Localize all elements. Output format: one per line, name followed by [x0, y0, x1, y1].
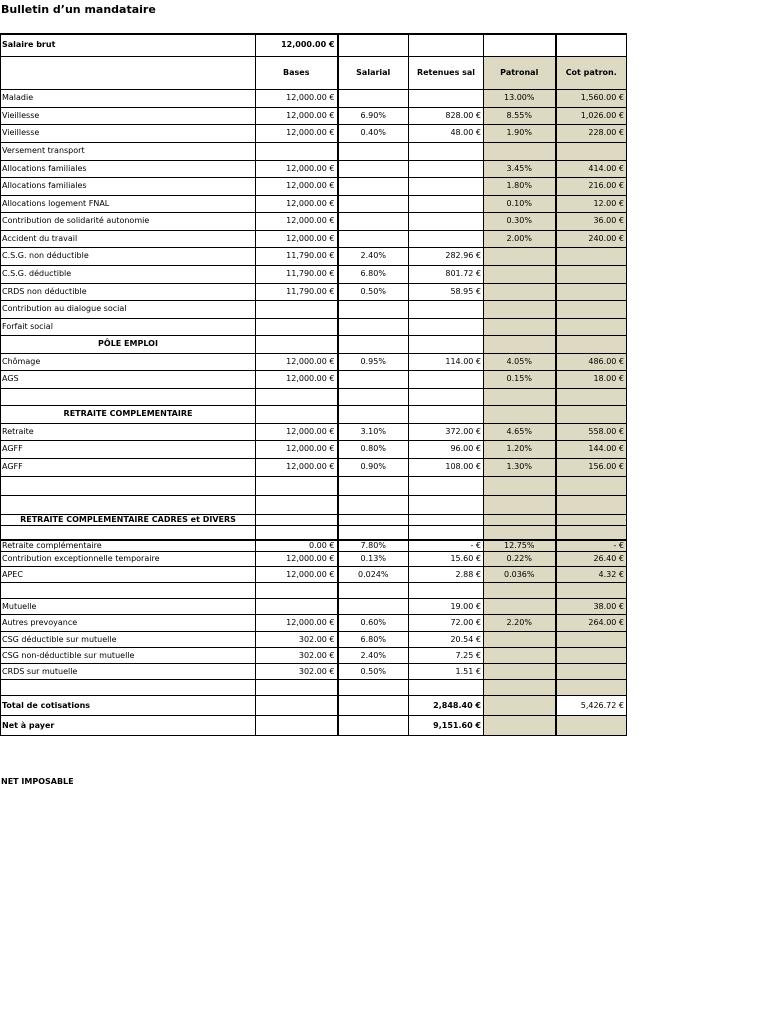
employer-contribution — [556, 300, 627, 318]
section-header-row — [1, 514, 627, 525]
column-header: Patronal — [484, 56, 556, 89]
contribution-label: Vieillesse — [1, 124, 256, 142]
empty-cell — [409, 514, 484, 525]
empty-cell — [338, 716, 409, 736]
column-header: Salarial — [338, 56, 409, 89]
employee-rate: 2.40% — [338, 648, 409, 664]
employee-deduction: 2.88 € — [409, 567, 484, 583]
employer-contribution: 36.00 € — [556, 212, 627, 230]
contribution-base: 12,000.00 € — [256, 107, 338, 124]
employee-rate: 0.80% — [338, 440, 409, 458]
contribution-label: Allocations logement FNAL — [1, 195, 256, 212]
employer-contribution: 414.00 € — [556, 160, 627, 177]
empty-cell — [556, 525, 627, 540]
empty-cell — [556, 476, 627, 495]
contribution-base — [256, 318, 338, 335]
employee-rate: 6.80% — [338, 265, 409, 283]
blank-row — [1, 495, 627, 514]
contribution-label: Accident du travail — [1, 230, 256, 247]
section-header-row — [1, 405, 627, 423]
net-imposable-label: NET IMPOSABLE — [1, 777, 74, 786]
total-employee-deductions: 2,848.40 € — [409, 696, 484, 716]
employer-rate: 0.036% — [484, 567, 556, 583]
contribution-row — [1, 195, 627, 212]
employer-contribution: - € — [556, 540, 627, 552]
employee-deduction: 372.00 € — [409, 423, 484, 440]
empty-cell — [409, 335, 484, 353]
employer-contribution — [556, 664, 627, 680]
empty-cell — [409, 525, 484, 540]
contribution-base: 12,000.00 € — [256, 89, 338, 107]
employer-contribution: 558.00 € — [556, 423, 627, 440]
empty-cell — [256, 525, 338, 540]
employee-rate: 0.40% — [338, 124, 409, 142]
contribution-base: 12,000.00 € — [256, 615, 338, 632]
contribution-label: CRDS non déductible — [1, 283, 256, 300]
contribution-row — [1, 300, 627, 318]
contribution-base: 12,000.00 € — [256, 212, 338, 230]
contribution-row — [1, 664, 627, 680]
contribution-label: AGFF — [1, 458, 256, 476]
totals-label: Total de cotisations — [1, 696, 256, 716]
employee-rate — [338, 599, 409, 615]
empty-cell — [409, 388, 484, 405]
contribution-row — [1, 599, 627, 615]
contribution-base — [256, 599, 338, 615]
gross-salary-value: 12,000.00 € — [256, 34, 338, 56]
empty-cell — [338, 476, 409, 495]
contribution-label: CRDS sur mutuelle — [1, 664, 256, 680]
employer-rate: 3.45% — [484, 160, 556, 177]
column-header-row — [1, 56, 627, 89]
contribution-row — [1, 107, 627, 124]
net-pay-label: Net à payer — [1, 716, 256, 736]
contribution-row — [1, 567, 627, 583]
totals-row — [1, 696, 627, 716]
employee-deduction — [409, 195, 484, 212]
empty-cell — [556, 514, 627, 525]
employer-rate — [484, 648, 556, 664]
contribution-row — [1, 318, 627, 335]
gross-salary-row — [1, 34, 627, 56]
employee-deduction: - € — [409, 540, 484, 552]
contribution-base: 11,790.00 € — [256, 283, 338, 300]
employee-deduction: 828.00 € — [409, 107, 484, 124]
empty-cell — [484, 34, 556, 56]
employee-deduction — [409, 89, 484, 107]
employer-rate: 8.55% — [484, 107, 556, 124]
empty-cell — [409, 583, 484, 599]
contribution-base: 12,000.00 € — [256, 353, 338, 370]
contribution-row — [1, 423, 627, 440]
empty-cell — [1, 680, 256, 696]
employer-contribution: 18.00 € — [556, 370, 627, 388]
empty-cell — [256, 495, 338, 514]
employer-contribution — [556, 318, 627, 335]
employee-deduction — [409, 370, 484, 388]
contribution-label: Chômage — [1, 353, 256, 370]
contribution-label: Allocations familiales — [1, 177, 256, 195]
employer-contribution: 156.00 € — [556, 458, 627, 476]
column-header: Cot patron. — [556, 56, 627, 89]
contribution-row — [1, 440, 627, 458]
empty-cell — [484, 514, 556, 525]
employee-rate — [338, 370, 409, 388]
section-header-row — [1, 335, 627, 353]
contribution-row — [1, 212, 627, 230]
contribution-row — [1, 540, 627, 552]
empty-cell — [1, 495, 256, 514]
contribution-row — [1, 615, 627, 632]
employee-deduction — [409, 142, 484, 160]
contribution-label: Mutuelle — [1, 599, 256, 615]
empty-cell — [556, 495, 627, 514]
contribution-row — [1, 458, 627, 476]
empty-cell — [484, 495, 556, 514]
contribution-label: C.S.G. déductible — [1, 265, 256, 283]
empty-cell — [556, 716, 627, 736]
employer-rate — [484, 300, 556, 318]
employer-rate: 1.80% — [484, 177, 556, 195]
employer-rate — [484, 632, 556, 648]
employer-rate: 0.22% — [484, 552, 556, 567]
employer-contribution: 1,560.00 € — [556, 89, 627, 107]
page-title: Bulletin d’un mandataire — [1, 3, 156, 16]
empty-cell — [1, 525, 256, 540]
employer-rate: 4.05% — [484, 353, 556, 370]
employee-rate — [338, 177, 409, 195]
empty-cell — [1, 388, 256, 405]
employer-rate: 0.30% — [484, 212, 556, 230]
employee-deduction: 1.51 € — [409, 664, 484, 680]
contribution-label: Contribution exceptionnelle temporaire — [1, 552, 256, 567]
employee-deduction — [409, 212, 484, 230]
section-title: RETRAITE COMPLEMENTAIRE CADRES et DIVERS — [1, 514, 256, 525]
empty-cell — [409, 34, 484, 56]
empty-cell — [409, 495, 484, 514]
contribution-row — [1, 283, 627, 300]
employer-rate: 1.20% — [484, 440, 556, 458]
employee-rate: 7.80% — [338, 540, 409, 552]
contribution-label: C.S.G. non déductible — [1, 247, 256, 265]
contribution-label: CSG non-déductible sur mutuelle — [1, 648, 256, 664]
employer-contribution: 4.32 € — [556, 567, 627, 583]
empty-cell — [1, 583, 256, 599]
employee-deduction: 72.00 € — [409, 615, 484, 632]
employer-contribution: 26.40 € — [556, 552, 627, 567]
employee-deduction — [409, 318, 484, 335]
contribution-label: AGFF — [1, 440, 256, 458]
empty-cell — [256, 583, 338, 599]
employee-rate: 0.50% — [338, 664, 409, 680]
total-employer-contributions: 5,426.72 € — [556, 696, 627, 716]
empty-cell — [556, 680, 627, 696]
blank-row — [1, 388, 627, 405]
empty-cell — [256, 388, 338, 405]
contribution-label: Versement transport — [1, 142, 256, 160]
empty-cell — [338, 680, 409, 696]
contribution-base: 11,790.00 € — [256, 265, 338, 283]
empty-cell — [338, 583, 409, 599]
employee-rate: 2.40% — [338, 247, 409, 265]
contribution-row — [1, 370, 627, 388]
empty-cell — [484, 696, 556, 716]
employee-rate: 0.60% — [338, 615, 409, 632]
empty-cell — [1, 476, 256, 495]
empty-cell — [338, 525, 409, 540]
employer-rate — [484, 318, 556, 335]
employee-rate — [338, 318, 409, 335]
contribution-base — [256, 300, 338, 318]
employer-contribution — [556, 648, 627, 664]
employee-deduction: 282.96 € — [409, 247, 484, 265]
contribution-row — [1, 124, 627, 142]
empty-cell — [256, 696, 338, 716]
employee-deduction — [409, 230, 484, 247]
employee-deduction: 7.25 € — [409, 648, 484, 664]
contribution-row — [1, 552, 627, 567]
employee-rate — [338, 89, 409, 107]
employer-rate — [484, 142, 556, 160]
contribution-label: Allocations familiales — [1, 160, 256, 177]
empty-cell — [409, 476, 484, 495]
contribution-row — [1, 142, 627, 160]
contribution-base: 12,000.00 € — [256, 124, 338, 142]
employee-rate — [338, 212, 409, 230]
employee-deduction: 48.00 € — [409, 124, 484, 142]
employee-deduction — [409, 160, 484, 177]
contribution-base: 302.00 € — [256, 648, 338, 664]
employee-rate: 6.80% — [338, 632, 409, 648]
employer-contribution — [556, 247, 627, 265]
contribution-base: 12,000.00 € — [256, 440, 338, 458]
employee-deduction: 58.95 € — [409, 283, 484, 300]
contribution-base: 12,000.00 € — [256, 177, 338, 195]
empty-cell — [484, 335, 556, 353]
contribution-label: CSG déductible sur mutuelle — [1, 632, 256, 648]
employer-contribution: 38.00 € — [556, 599, 627, 615]
employee-deduction — [409, 300, 484, 318]
employer-rate — [484, 247, 556, 265]
employer-rate: 13.00% — [484, 89, 556, 107]
column-header: Retenues sal — [409, 56, 484, 89]
empty-cell — [256, 335, 338, 353]
empty-cell — [409, 405, 484, 423]
employer-rate — [484, 283, 556, 300]
contribution-base: 12,000.00 € — [256, 458, 338, 476]
column-header: Bases — [256, 56, 338, 89]
employee-rate — [338, 195, 409, 212]
empty-cell — [256, 716, 338, 736]
contribution-row — [1, 230, 627, 247]
empty-cell — [556, 335, 627, 353]
employer-rate — [484, 664, 556, 680]
empty-cell — [256, 405, 338, 423]
employer-rate — [484, 599, 556, 615]
employee-rate: 0.50% — [338, 283, 409, 300]
employer-contribution — [556, 283, 627, 300]
employee-deduction: 801.72 € — [409, 265, 484, 283]
contribution-label: Autres prevoyance — [1, 615, 256, 632]
employee-deduction: 96.00 € — [409, 440, 484, 458]
contribution-base — [256, 142, 338, 160]
empty-cell — [338, 514, 409, 525]
empty-cell — [338, 34, 409, 56]
gross-salary-label: Salaire brut — [1, 34, 256, 56]
contribution-base: 12,000.00 € — [256, 567, 338, 583]
empty-cell — [484, 476, 556, 495]
contribution-base: 12,000.00 € — [256, 552, 338, 567]
employer-rate — [484, 265, 556, 283]
contribution-row — [1, 177, 627, 195]
contribution-label: APEC — [1, 567, 256, 583]
employee-rate: 0.13% — [338, 552, 409, 567]
employer-contribution — [556, 265, 627, 283]
empty-cell — [484, 405, 556, 423]
empty-cell — [484, 525, 556, 540]
employer-contribution: 216.00 € — [556, 177, 627, 195]
blank-row — [1, 583, 627, 599]
contribution-label: Maladie — [1, 89, 256, 107]
contribution-base: 0.00 € — [256, 540, 338, 552]
employer-rate: 4.65% — [484, 423, 556, 440]
contribution-base: 12,000.00 € — [256, 230, 338, 247]
empty-cell — [256, 514, 338, 525]
empty-cell — [256, 476, 338, 495]
contribution-row — [1, 265, 627, 283]
employer-rate: 0.10% — [484, 195, 556, 212]
employer-contribution: 240.00 € — [556, 230, 627, 247]
employer-rate: 2.20% — [484, 615, 556, 632]
employee-deduction: 20.54 € — [409, 632, 484, 648]
employee-deduction: 114.00 € — [409, 353, 484, 370]
contribution-base: 302.00 € — [256, 632, 338, 648]
employer-contribution: 144.00 € — [556, 440, 627, 458]
contribution-base: 302.00 € — [256, 664, 338, 680]
employer-rate: 1.30% — [484, 458, 556, 476]
empty-cell — [556, 405, 627, 423]
empty-cell — [484, 716, 556, 736]
employee-rate: 6.90% — [338, 107, 409, 124]
employer-contribution — [556, 632, 627, 648]
empty-cell — [484, 680, 556, 696]
empty-cell — [556, 583, 627, 599]
employee-deduction — [409, 177, 484, 195]
employer-contribution: 264.00 € — [556, 615, 627, 632]
empty-cell — [338, 388, 409, 405]
contribution-label: Retraite — [1, 423, 256, 440]
blank-row — [1, 525, 627, 540]
blank-row — [1, 476, 627, 495]
contribution-label: Retraite complémentaire — [1, 540, 256, 552]
empty-cell — [256, 680, 338, 696]
contribution-base: 12,000.00 € — [256, 195, 338, 212]
employer-contribution: 228.00 € — [556, 124, 627, 142]
net-pay-value: 9,151.60 € — [409, 716, 484, 736]
contribution-row — [1, 353, 627, 370]
column-header — [1, 56, 256, 89]
empty-cell — [338, 495, 409, 514]
empty-cell — [338, 335, 409, 353]
employer-contribution — [556, 142, 627, 160]
employer-rate: 12.75% — [484, 540, 556, 552]
contribution-row — [1, 89, 627, 107]
contribution-base: 12,000.00 € — [256, 160, 338, 177]
payroll-table — [0, 33, 627, 736]
employee-rate: 0.90% — [338, 458, 409, 476]
employer-rate: 0.15% — [484, 370, 556, 388]
contribution-base: 12,000.00 € — [256, 370, 338, 388]
contribution-base: 12,000.00 € — [256, 423, 338, 440]
employee-rate — [338, 160, 409, 177]
employee-rate: 3.10% — [338, 423, 409, 440]
contribution-label: Contribution de solidarité autonomie — [1, 212, 256, 230]
section-title: PÔLE EMPLOI — [1, 335, 256, 353]
employee-rate: 0.024% — [338, 567, 409, 583]
contribution-row — [1, 160, 627, 177]
net-pay-row — [1, 716, 627, 736]
empty-cell — [409, 680, 484, 696]
employee-rate: 0.95% — [338, 353, 409, 370]
contribution-label: AGS — [1, 370, 256, 388]
employer-contribution: 12.00 € — [556, 195, 627, 212]
employee-rate — [338, 142, 409, 160]
empty-cell — [484, 583, 556, 599]
empty-cell — [556, 388, 627, 405]
employee-rate — [338, 300, 409, 318]
section-title: RETRAITE COMPLEMENTAIRE — [1, 405, 256, 423]
empty-cell — [484, 388, 556, 405]
employer-contribution: 1,026.00 € — [556, 107, 627, 124]
contribution-row — [1, 632, 627, 648]
contribution-label: Vieillesse — [1, 107, 256, 124]
employee-rate — [338, 230, 409, 247]
contribution-row — [1, 247, 627, 265]
contribution-label: Forfait social — [1, 318, 256, 335]
contribution-row — [1, 648, 627, 664]
empty-cell — [556, 34, 627, 56]
contribution-label: Contribution au dialogue social — [1, 300, 256, 318]
empty-cell — [338, 696, 409, 716]
empty-cell — [338, 405, 409, 423]
employee-deduction: 15.60 € — [409, 552, 484, 567]
employer-contribution: 486.00 € — [556, 353, 627, 370]
employee-deduction: 108.00 € — [409, 458, 484, 476]
employer-rate: 2.00% — [484, 230, 556, 247]
employee-deduction: 19.00 € — [409, 599, 484, 615]
contribution-base: 11,790.00 € — [256, 247, 338, 265]
employer-rate: 1.90% — [484, 124, 556, 142]
blank-row — [1, 680, 627, 696]
